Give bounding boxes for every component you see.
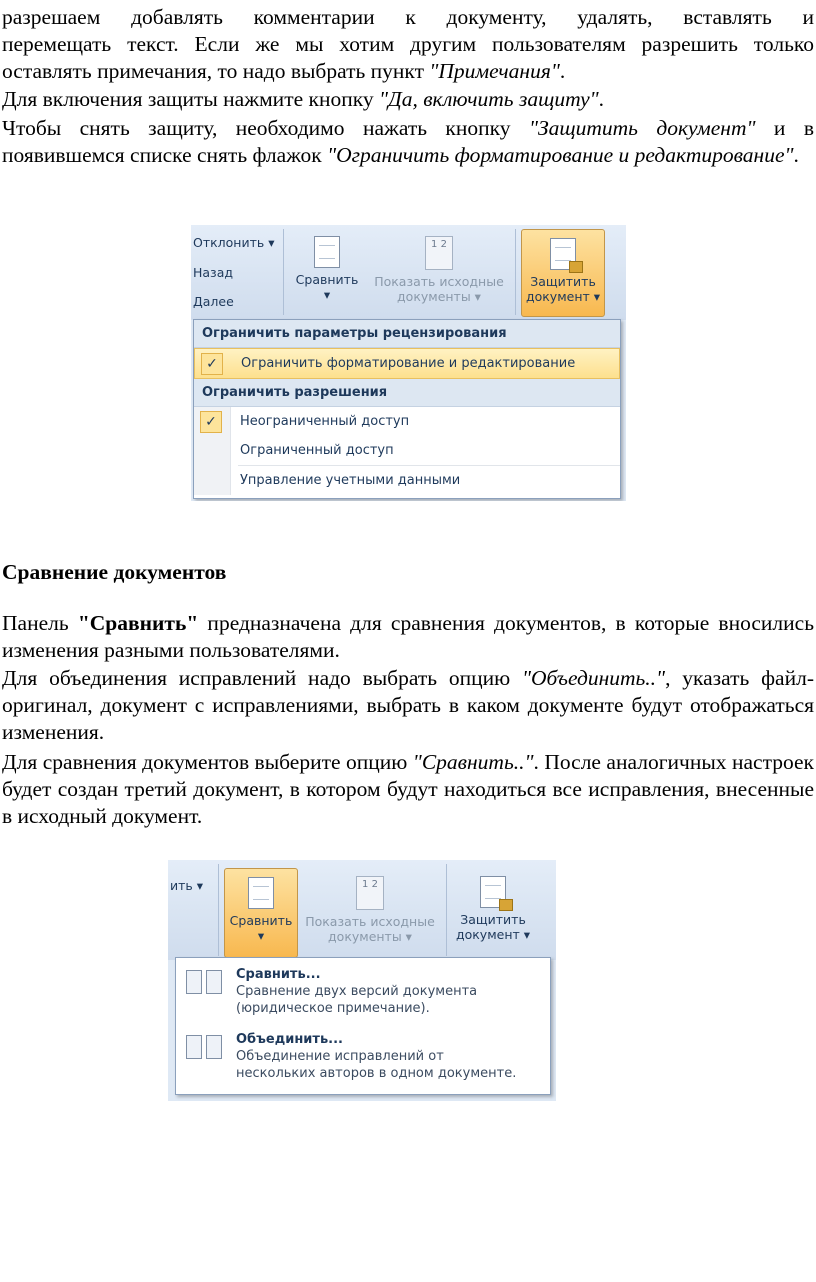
protect-document-screenshot <box>191 225 626 501</box>
menu-item-description: Объединение исправлений от <box>236 1049 444 1064</box>
previous-button[interactable]: Назад <box>193 265 234 280</box>
para2-emphasis: "Да, включить защиту" <box>378 87 599 111</box>
paragraph-permissions <box>2 4 814 85</box>
menu-item-description: нескольких авторов в одном документе. <box>236 1066 517 1081</box>
para4-bold: "Сравнить" <box>77 611 199 635</box>
para1-text: оставлять примечания, то надо выбрать пункт <box>2 59 430 83</box>
para2-period: . <box>598 87 605 111</box>
menu-item-label: Управление учетными данными <box>240 473 461 488</box>
para1-period: . <box>559 59 566 83</box>
paragraph-compare-panel <box>2 610 814 664</box>
menu-section-1 <box>194 348 620 379</box>
para6-text-2: . После аналогичных настроек будет создан третий документ, в котором будут находиться все исправления, внесенные в исходный документ. <box>2 750 814 828</box>
section-heading: Сравнение документов <box>2 560 227 584</box>
para3-period: . <box>793 143 799 167</box>
ribbon-separator <box>283 229 284 315</box>
compare-dropdown-menu <box>175 957 551 1095</box>
menu-item-unrestricted-access[interactable] <box>194 407 620 436</box>
protect-document-button[interactable] <box>521 229 605 317</box>
para3-text: Чтобы снять защиту, необходимо нажать кнопку <box>2 116 529 140</box>
para4-text-2: предназначена для сравнения документов, в которые вносились изменения разными пользователями. <box>2 611 814 662</box>
menu-item-restricted-access[interactable] <box>194 436 620 465</box>
menu-item-title: Объединить... <box>236 1032 343 1047</box>
para3-emphasis-2: "Ограничить форматирование и редактирование" <box>327 143 794 167</box>
menu-item-manage-credentials[interactable] <box>194 466 620 495</box>
protect-label-2: документ ▾ <box>525 289 601 304</box>
para6-emphasis: "Сравнить.." <box>412 750 534 774</box>
para2-text: Для включения защиты нажмите кнопку <box>2 87 379 111</box>
menu-item-label: Неограниченный доступ <box>240 414 410 429</box>
reject-button[interactable]: Отклонить ▾ <box>193 235 275 250</box>
protect-dropdown-menu <box>193 319 621 499</box>
source-documents-icon: 1 2 <box>425 236 453 270</box>
source-documents-icon: 1 2 <box>356 876 384 910</box>
show-source-label-2: документы ▾ <box>397 289 481 304</box>
show-source-label-1: Показать исходные <box>305 914 435 929</box>
merge-documents-icon <box>186 1035 222 1059</box>
show-source-button[interactable] <box>367 228 511 316</box>
menu-item-description: (юридическое примечание). <box>236 1001 430 1016</box>
para3-text-2: и в появившемся списке снять флажок <box>2 116 814 167</box>
protect-document-icon <box>480 876 506 908</box>
checkmark-icon: ✓ <box>201 353 223 375</box>
para3-emphasis-1: "Защитить документ" <box>528 116 756 140</box>
lock-icon <box>569 261 583 273</box>
ribbon-separator <box>515 229 516 315</box>
show-source-label-2: документы ▾ <box>328 929 412 944</box>
paragraph-compare <box>2 749 814 830</box>
compare-button[interactable] <box>224 868 298 958</box>
para1-emphasis: "Примечания" <box>429 59 560 83</box>
menu-item-label: Ограничить форматирование и редактирование <box>241 356 576 371</box>
paragraph-merge <box>2 665 814 746</box>
compare-label: Сравнить <box>229 913 293 928</box>
para5-text-2: , указать файл-оригинал, документ с исправлениями, выбрать в каком документе будут отображаться изменения. <box>2 666 814 744</box>
protect-label-1: Защитить <box>460 912 526 927</box>
protect-label-2: документ ▾ <box>455 927 531 942</box>
menu-section-2 <box>194 407 620 495</box>
compare-document-icon <box>248 877 274 909</box>
ribbon-separator <box>446 864 447 956</box>
reject-button-partial[interactable]: ить ▾ <box>170 878 204 893</box>
next-button[interactable]: Далее <box>193 294 234 309</box>
paragraph-remove-protection <box>2 115 814 169</box>
checkmark-icon: ✓ <box>200 411 222 433</box>
menu-header-review: Ограничить параметры рецензирования <box>194 320 620 348</box>
para4-text: Панель <box>2 611 78 635</box>
para1-line1: разрешаем добавлять комментарии к документу, удалять, вставлять и <box>2 5 814 29</box>
compare-dropdown-arrow: ▾ <box>257 928 265 943</box>
para5-emphasis: "Объединить.." <box>521 666 666 690</box>
menu-item-restrict-formatting[interactable] <box>194 348 620 379</box>
show-source-button[interactable] <box>300 868 440 956</box>
ribbon-separator <box>218 864 219 956</box>
menu-item-title: Сравнить... <box>236 967 321 982</box>
para5-text: Для объединения исправлений надо выбрать опцию <box>2 666 522 690</box>
compare-versions-icon <box>186 970 222 994</box>
compare-button[interactable] <box>291 228 363 316</box>
para1-line2: перемещать текст. Если же мы хотим другим пользователям разрешить только <box>2 32 814 56</box>
paragraph-enable-protection <box>2 86 814 113</box>
lock-icon <box>499 899 513 911</box>
menu-header-permissions: Ограничить разрешения <box>194 379 620 407</box>
para6-text: Для сравнения документов выберите опцию <box>2 750 413 774</box>
show-source-label-1: Показать исходные <box>374 274 504 289</box>
protect-document-icon <box>550 238 576 270</box>
para1-line3 <box>2 58 814 85</box>
menu-item-label: Ограниченный доступ <box>240 443 394 458</box>
compare-label: Сравнить <box>295 272 359 287</box>
menu-item-merge[interactable] <box>176 1021 550 1086</box>
protect-label-1: Защитить <box>530 274 596 289</box>
compare-dropdown-arrow: ▾ <box>323 287 331 302</box>
protect-document-button[interactable] <box>452 868 534 956</box>
compare-document-icon <box>314 236 340 268</box>
menu-item-compare[interactable] <box>176 958 550 1021</box>
menu-item-description: Сравнение двух версий документа <box>236 984 478 999</box>
compare-screenshot <box>168 860 556 1101</box>
